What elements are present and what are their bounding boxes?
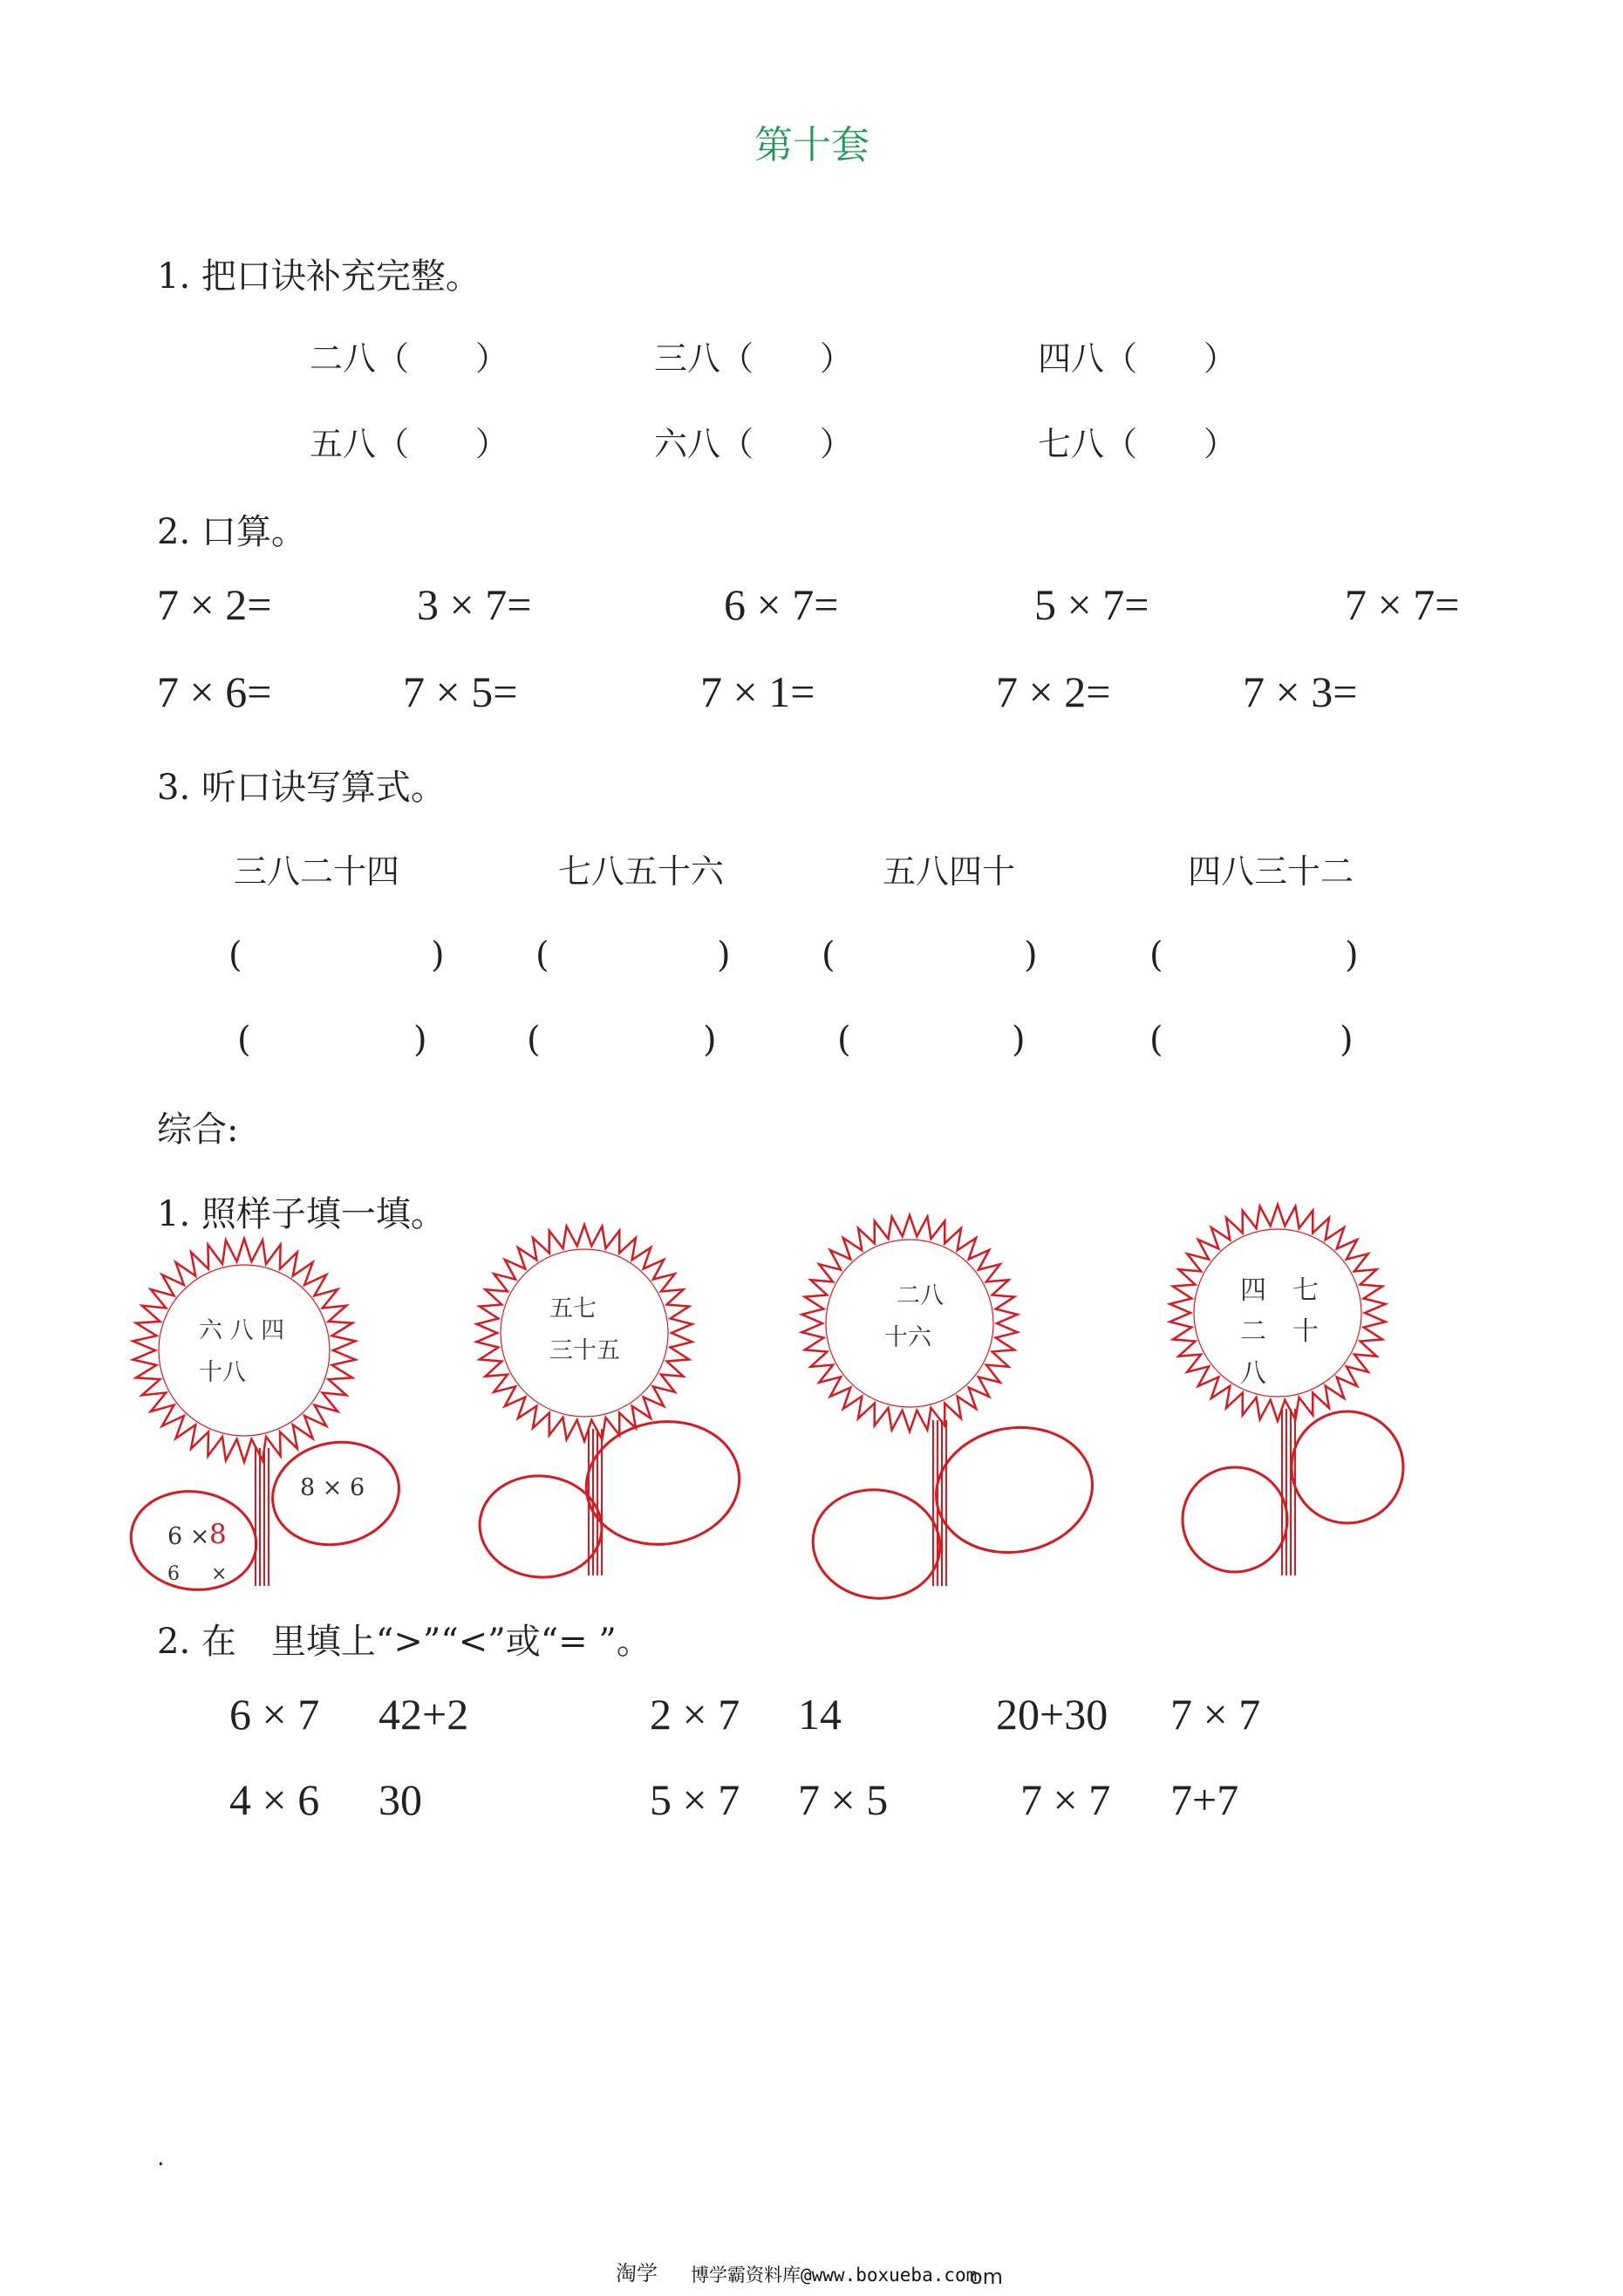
q2-r2-4: 7 × 2= bbox=[996, 667, 1111, 716]
compare-r2-b: 30 bbox=[378, 1775, 422, 1824]
flower-2-line-2: 三十五 bbox=[549, 1337, 620, 1364]
flower-4-line-1: 四 七 bbox=[1240, 1275, 1319, 1306]
q3-blank-open: ( bbox=[228, 935, 242, 975]
q3-blank-open: ( bbox=[1149, 1020, 1163, 1060]
q1-item-3: 四八（ ） bbox=[1038, 339, 1238, 378]
flower-2-petals bbox=[476, 1225, 692, 1441]
q3-blank-open: ( bbox=[1149, 935, 1163, 975]
leaf-right-text: 8 × 6 bbox=[300, 1474, 365, 1501]
q2-r1-5: 7 × 7= bbox=[1345, 580, 1460, 629]
q1-item-1: 二八（ ） bbox=[310, 339, 509, 378]
q2-r1-4: 5 × 7= bbox=[1034, 580, 1149, 629]
flower-1-center bbox=[159, 1265, 330, 1436]
compare-r2-e: 7 × 7 bbox=[1020, 1775, 1111, 1824]
compare-r1-e: 20+30 bbox=[996, 1690, 1108, 1739]
q1-heading: 1. 把口诀补充完整。 bbox=[157, 256, 481, 297]
flower-3-line-2: 十六 bbox=[884, 1324, 931, 1351]
compare-r2-a: 4 × 6 bbox=[229, 1775, 320, 1824]
flower-3-center bbox=[826, 1240, 993, 1407]
comprehensive-heading: 综合: bbox=[157, 1110, 239, 1150]
q3-verse-4: 四八三十二 bbox=[1188, 852, 1354, 891]
flower-4-line-2: 二 十 bbox=[1240, 1316, 1319, 1347]
q1-item-6: 七八（ ） bbox=[1038, 425, 1238, 463]
flower-4-leaf-1 bbox=[1292, 1411, 1403, 1523]
q3-blank-open: ( bbox=[822, 935, 835, 975]
footer-logo: 淘学 bbox=[616, 2261, 658, 2286]
q3-verse-3: 五八四十 bbox=[883, 852, 1016, 891]
leaf-left-text-d: × bbox=[211, 1563, 228, 1585]
q2-r1-1: 7 × 2= bbox=[157, 580, 272, 629]
q3-blank-open: ( bbox=[837, 1020, 851, 1060]
flower-3-petals bbox=[801, 1215, 1017, 1432]
leaf-left-text-c: 6 bbox=[167, 1563, 180, 1585]
flower-4-petals bbox=[1170, 1205, 1385, 1421]
q3-heading: 3. 听口诀写算式。 bbox=[157, 768, 446, 808]
compare-r2-d: 7 × 5 bbox=[798, 1775, 889, 1824]
compare-r1-f: 7 × 7 bbox=[1170, 1690, 1261, 1739]
footer-tail: om bbox=[970, 2265, 1004, 2289]
q2-r2-2: 7 × 5= bbox=[403, 667, 518, 716]
compare-r2-c: 5 × 7 bbox=[650, 1775, 740, 1824]
q3-blank-close: ) bbox=[703, 1020, 717, 1060]
leaf-left-text-a: 6 × bbox=[167, 1523, 210, 1550]
compare-r1-c: 2 × 7 bbox=[650, 1690, 740, 1739]
q2-r2-5: 7 × 3= bbox=[1243, 667, 1358, 716]
comp-q1-heading: 1. 照样子填一填。 bbox=[157, 1194, 446, 1234]
q1-item-2: 三八（ ） bbox=[654, 339, 854, 378]
q2-r1-2: 3 × 7= bbox=[417, 580, 532, 629]
q2-r1-3: 6 × 7= bbox=[724, 580, 839, 629]
comp-q2-heading: 2. 在 里填上“>”“<”或“= ”。 bbox=[157, 1622, 651, 1662]
q3-blank-close: ) bbox=[1340, 1020, 1354, 1060]
footer-dot: . bbox=[155, 2149, 167, 2170]
q1-item-4: 五八（ ） bbox=[310, 425, 509, 463]
compare-r1-a: 6 × 7 bbox=[229, 1690, 320, 1739]
flower-1-line-1: 六 八 四 bbox=[199, 1317, 285, 1344]
footer-watermark: 博学霸资料库@www.boxueba.com bbox=[691, 2265, 978, 2286]
q3-blank-close: ) bbox=[1024, 935, 1038, 975]
flower-4-leaf-2 bbox=[1183, 1467, 1287, 1572]
flower-4-line-3: 八 bbox=[1240, 1358, 1266, 1389]
q2-r2-3: 7 × 1= bbox=[700, 667, 815, 716]
q2-r2-1: 7 × 6= bbox=[157, 667, 272, 716]
flower-2-center bbox=[501, 1249, 668, 1417]
flower-2-line-1: 五七 bbox=[549, 1295, 597, 1322]
compare-r1-b: 42+2 bbox=[378, 1690, 469, 1739]
flower-3-leaf-2 bbox=[806, 1481, 947, 1606]
compare-r1-d: 14 bbox=[798, 1690, 842, 1739]
q2-heading: 2. 口算。 bbox=[157, 512, 306, 552]
q3-blank-open: ( bbox=[527, 1020, 541, 1060]
q3-blank-close: ) bbox=[717, 935, 731, 975]
q3-blank-open: ( bbox=[535, 935, 549, 975]
leaf-left-text-b: 8 bbox=[209, 1519, 227, 1550]
compare-r2-f: 7+7 bbox=[1170, 1775, 1239, 1824]
q3-blank-open: ( bbox=[237, 1020, 251, 1060]
q3-blank-close: ) bbox=[431, 935, 445, 975]
flower-3-line-1: 二八 bbox=[897, 1282, 944, 1309]
flower-1-line-2: 十八 bbox=[199, 1359, 246, 1386]
q3-verse-2: 七八五十六 bbox=[558, 852, 725, 891]
q3-blank-close: ) bbox=[1345, 935, 1359, 975]
page-title: 第十套 bbox=[754, 123, 869, 167]
flower-4-center bbox=[1194, 1229, 1361, 1397]
q3-blank-close: ) bbox=[1012, 1020, 1026, 1060]
flower-3-leaf-1 bbox=[926, 1415, 1102, 1564]
q3-verse-1: 三八二十四 bbox=[234, 852, 400, 891]
q1-item-5: 六八（ ） bbox=[654, 425, 854, 463]
q3-blank-close: ) bbox=[413, 1020, 427, 1060]
flower-1-petals bbox=[133, 1239, 355, 1462]
